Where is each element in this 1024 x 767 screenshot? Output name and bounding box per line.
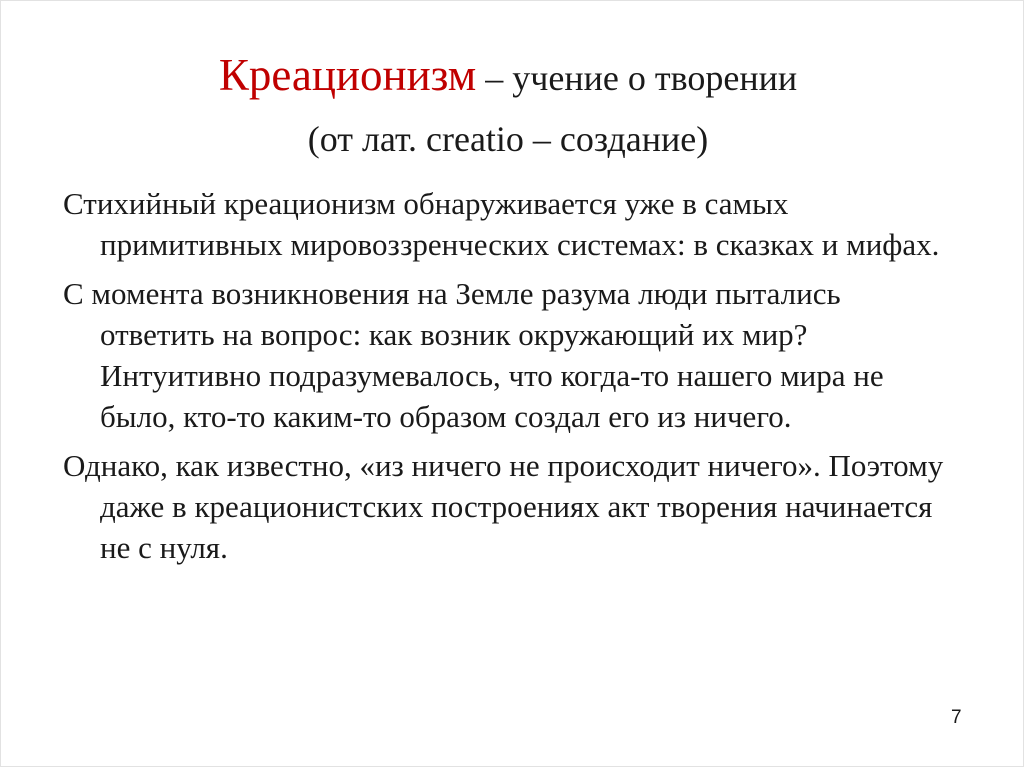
- slide-body: [63, 183, 963, 576]
- title-subtitle: (от лат. creatio – создание): [307, 119, 709, 159]
- title-term: Креационизм: [218, 50, 477, 100]
- title-definition: – учение о творении: [476, 58, 798, 98]
- paragraph-2: С момента возникновения на Земле разума люди пытались ответить на вопрос: как возник окружающий их мир? Интуитивно подразумевалось, что когда-то нашего мира не было, кто-то каким-то образом создал его из ничего.: [63, 276, 884, 434]
- title-line-1: [1, 49, 1015, 112]
- slide-title: [1, 49, 1015, 166]
- page-number: 7: [951, 707, 962, 728]
- paragraph-3: Однако, как известно, «из ничего не происходит ничего». Поэтому даже в креационистских построениях акт творения начинается не с нуля.: [63, 448, 944, 565]
- paragraph-1: Стихийный креационизм обнаруживается уже в самых примитивных мировоззренческих системах: в сказках и мифах.: [63, 186, 940, 262]
